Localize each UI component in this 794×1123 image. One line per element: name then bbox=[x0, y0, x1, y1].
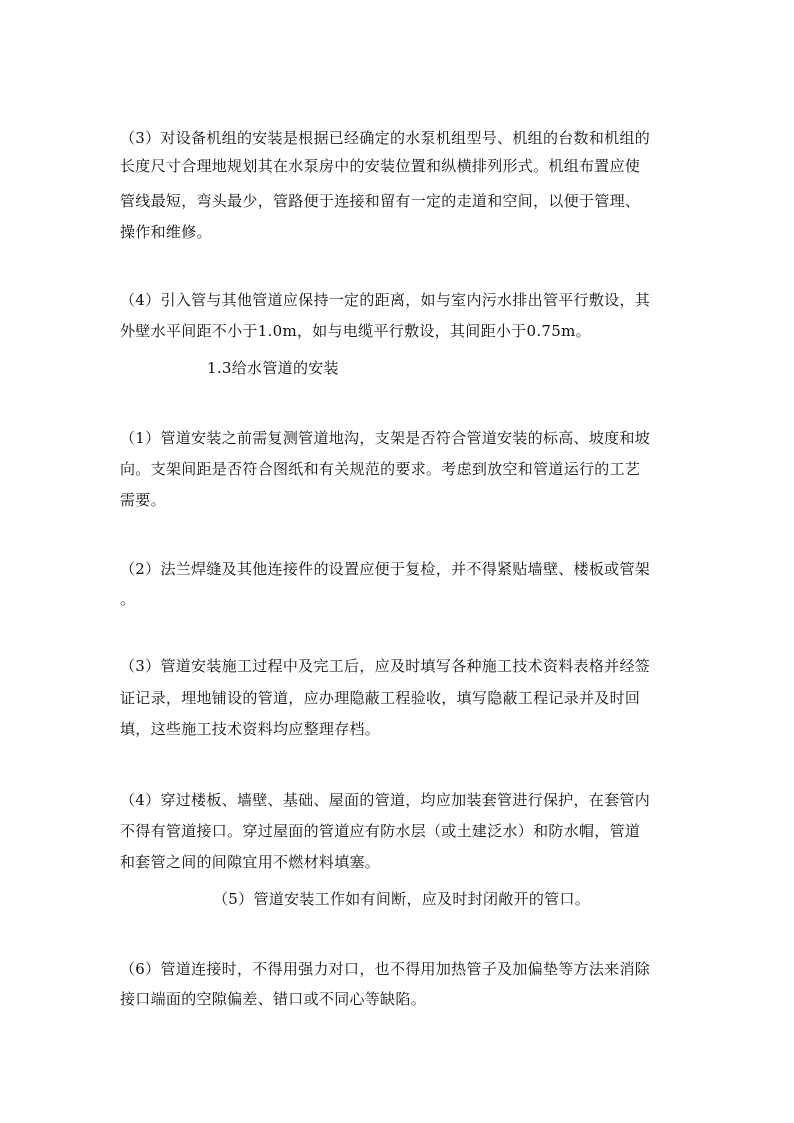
text-line: 外壁水平间距不小于1.0m，如与电缆平行敷设，其间距小于0.75m。 bbox=[120, 322, 591, 340]
text-line: 填，这些施工技术资料均应整理存档。 bbox=[120, 720, 381, 738]
text-line: （2）法兰焊缝及其他连接件的设置应便于复检，并不得紧贴墙壁、楼板或管架 bbox=[120, 560, 651, 578]
text-line: 接口端面的空隙偏差、错口或不同心等缺陷。 bbox=[120, 990, 427, 1008]
section-heading: 1.3给水管道的安装 bbox=[207, 359, 339, 377]
text-line: 长度尺寸合理地规划其在水泵房中的安装位置和纵横排列形式。机组布置应使 bbox=[120, 157, 641, 175]
text-line: （4）引入管与其他管道应保持一定的距离，如与室内污水排出管平行敷设，其 bbox=[120, 291, 651, 309]
text-line: 需要。 bbox=[120, 491, 166, 509]
text-line: （6）管道连接时，不得用强力对口，也不得用加热管子及加偏垫等方法来消除 bbox=[120, 960, 651, 978]
text-line: 和套管之间的间隙宜用不燃材料填塞。 bbox=[120, 853, 381, 871]
text-line: （4）穿过楼板、墙壁、基础、屋面的管道，均应加装套管进行保护，在套管内 bbox=[120, 791, 651, 809]
paragraph-5-seal-openings: （5）管道安装工作如有间断，应及时封闭敞开的管口。 bbox=[213, 890, 591, 908]
text-line: 向。支架间距是否符合图纸和有关规范的要求。考虑到放空和管道运行的工艺 bbox=[120, 460, 641, 478]
text-line: 不得有管道接口。穿过屋面的管道应有防水层（或土建泛水）和防水帽，管道 bbox=[120, 822, 641, 840]
text-line: （3）对设备机组的安装是根据已经确定的水泵机组型号、机组的台数和机组的 bbox=[120, 129, 651, 147]
text-line: 管线最短，弯头最少，管路便于连接和留有一定的走道和空间，以便于管理、 bbox=[120, 192, 641, 210]
text-line: （3）管道安装施工过程中及完工后，应及时填写各种施工技术资料表格并经签 bbox=[120, 657, 651, 675]
text-line: 。 bbox=[120, 590, 136, 608]
text-line: 操作和维修。 bbox=[120, 223, 212, 241]
text-line: （1）管道安装之前需复测管道地沟，支架是否符合管道安装的标高、坡度和坡 bbox=[120, 429, 651, 447]
text-line: 证记录，埋地铺设的管道，应办理隐蔽工程验收，填写隐蔽工程记录并及时回 bbox=[120, 689, 641, 707]
